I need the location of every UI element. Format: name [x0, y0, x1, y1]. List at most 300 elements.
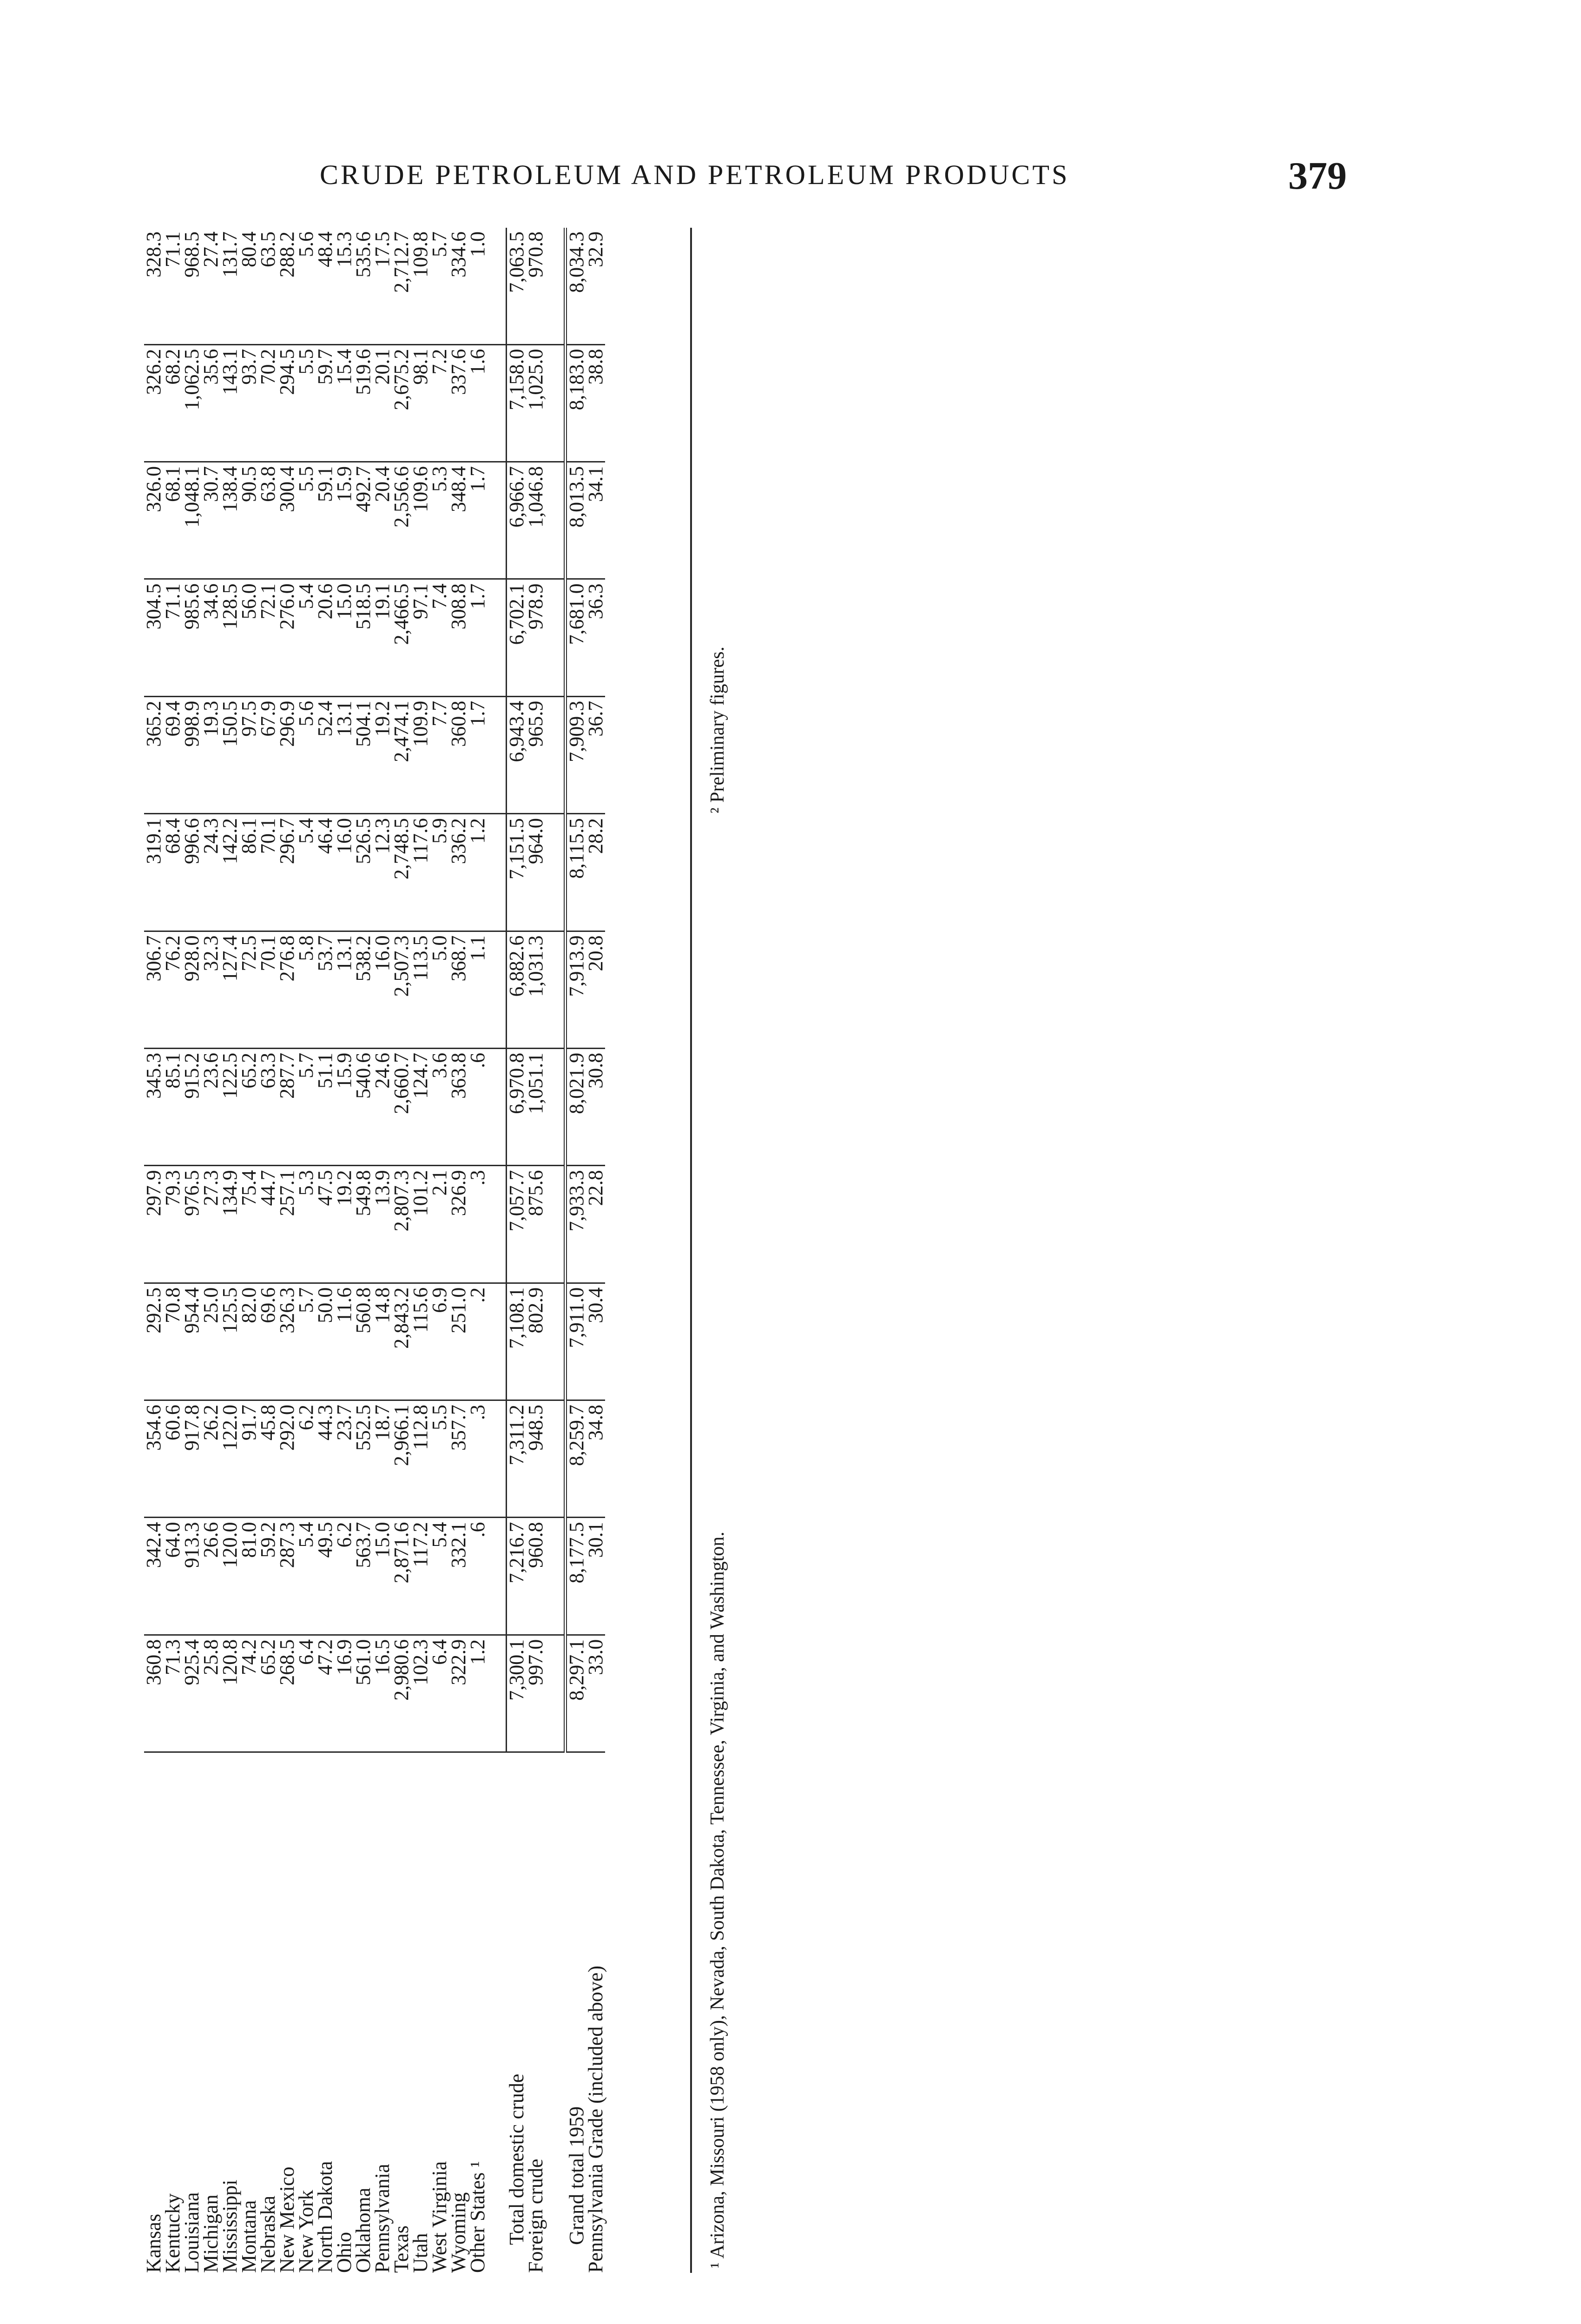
- table-row: [144, 228, 163, 2273]
- table-cell: 1.7: [468, 579, 487, 696]
- crude-runs-table: [144, 228, 605, 2273]
- table-cell: 5.4: [296, 814, 316, 931]
- table-cell: 138.4: [220, 462, 239, 579]
- table-cell: 15.3: [335, 228, 354, 344]
- total-rows: [487, 228, 545, 2273]
- table-cell: 128.5: [220, 579, 239, 696]
- table-cell: 6.4: [296, 1635, 316, 1752]
- table-cell: 519.6: [354, 344, 373, 462]
- table-cell: 7.4: [430, 579, 449, 696]
- table-cell: 7,909.3: [566, 696, 586, 813]
- table-cell: 928.0: [182, 931, 201, 1048]
- table-cell: 150.5: [220, 696, 239, 813]
- table-cell: 1.1: [468, 931, 487, 1048]
- table-cell: 12.3: [373, 814, 392, 931]
- table-cell: 2.1: [430, 1166, 449, 1283]
- table-cell: 109.6: [411, 462, 430, 579]
- table-cell: 360.8: [144, 1635, 163, 1752]
- table-cell: 306.7: [144, 931, 163, 1048]
- table-cell: 802.9: [526, 1283, 545, 1400]
- table-cell: 7.2: [430, 344, 449, 462]
- table-cell: 115.6: [411, 1283, 430, 1400]
- table-cell: 6,702.1: [507, 579, 527, 696]
- table-cell: 7,151.5: [507, 814, 527, 931]
- table-cell: 59.2: [258, 1518, 277, 1635]
- table-cell: 82.0: [239, 1283, 258, 1400]
- table-cell: 2,507.3: [392, 931, 411, 1048]
- row-label: Texas: [390, 2225, 413, 2273]
- row-label: New York: [295, 2190, 317, 2273]
- row-label: New Mexico: [276, 2166, 298, 2273]
- table-cell: 326.0: [144, 462, 163, 579]
- table-cell: 30.7: [201, 462, 220, 579]
- table-cell: 348.4: [449, 462, 468, 579]
- table-cell: 296.7: [277, 814, 296, 931]
- table-cell: 970.8: [526, 228, 545, 344]
- table-cell: 917.8: [182, 1400, 201, 1518]
- table-cell: 79.3: [163, 1166, 182, 1283]
- table-cell: 15.9: [335, 1048, 354, 1165]
- table-cell: 81.0: [239, 1518, 258, 1635]
- table-cell: 70.1: [258, 814, 277, 931]
- table-cell: 1.7: [468, 462, 487, 579]
- table-cell: 68.1: [163, 462, 182, 579]
- table-cell: 86.1: [239, 814, 258, 931]
- table-cell: 6,882.6: [507, 931, 527, 1048]
- table-cell: 540.6: [354, 1048, 373, 1165]
- table-cell: 538.2: [354, 931, 373, 1048]
- table-cell: .6: [468, 1048, 487, 1165]
- table-cell: 294.5: [277, 344, 296, 462]
- table-cell: 7,057.7: [507, 1166, 527, 1283]
- table-cell: 48.4: [316, 228, 335, 344]
- table-cell: 976.5: [182, 1166, 201, 1283]
- row-label: Nebraska: [257, 2195, 279, 2273]
- table-cell: 109.8: [411, 228, 430, 344]
- table-cell: 38.8: [586, 344, 605, 462]
- table-cell: 15.9: [335, 462, 354, 579]
- table-cell: 7,311.2: [507, 1400, 527, 1518]
- table-cell: 17.5: [373, 228, 392, 344]
- table-cell: 5.6: [296, 696, 316, 813]
- table-cell: 875.6: [526, 1166, 545, 1283]
- table-cell: 90.5: [239, 462, 258, 579]
- table-cell: 13.1: [335, 696, 354, 813]
- row-label: Oklahoma: [352, 2187, 375, 2273]
- table-cell: 8,115.5: [566, 814, 586, 931]
- table-cell: 6,943.4: [507, 696, 527, 813]
- table-cell: 1,051.1: [526, 1048, 545, 1165]
- table-cell: 960.8: [526, 1518, 545, 1635]
- table-cell: .6: [468, 1518, 487, 1635]
- table-cell: 75.4: [239, 1166, 258, 1283]
- table-cell: 112.8: [411, 1400, 430, 1518]
- table-cell: 23.6: [201, 1048, 220, 1165]
- table-cell: 978.9: [526, 579, 545, 696]
- table-cell: 19.2: [335, 1166, 354, 1283]
- table-cell: 59.1: [316, 462, 335, 579]
- table-cell: 134.9: [220, 1166, 239, 1283]
- table-cell: 34.8: [586, 1400, 605, 1518]
- table-cell: 143.1: [220, 344, 239, 462]
- table-cell: 74.2: [239, 1635, 258, 1752]
- table-cell: 334.6: [449, 228, 468, 344]
- table-cell: 32.9: [586, 228, 605, 344]
- table-cell: 15.0: [335, 579, 354, 696]
- table-cell: 113.5: [411, 931, 430, 1048]
- table-cell: 117.6: [411, 814, 430, 931]
- table-cell: 1.2: [468, 814, 487, 931]
- table-cell: 492.7: [354, 462, 373, 579]
- table-cell: 27.3: [201, 1166, 220, 1283]
- table-row: [586, 228, 605, 2273]
- table-cell: 8,259.7: [566, 1400, 586, 1518]
- table-cell: 63.3: [258, 1048, 277, 1165]
- table-cell: 368.7: [449, 931, 468, 1048]
- table-cell: 120.0: [220, 1518, 239, 1635]
- table-cell: 300.4: [277, 462, 296, 579]
- table-cell: 326.3: [277, 1283, 296, 1400]
- table-cell: 5.3: [430, 462, 449, 579]
- table-cell: 69.4: [163, 696, 182, 813]
- table-cell: 8,021.9: [566, 1048, 586, 1165]
- footnote-2: ² Preliminary figures.: [707, 646, 728, 813]
- table-cell: 18.7: [373, 1400, 392, 1518]
- table-cell: 7.7: [430, 696, 449, 813]
- table-cell: 276.0: [277, 579, 296, 696]
- table-cell: 44.3: [316, 1400, 335, 1518]
- table-cell: 24.3: [201, 814, 220, 931]
- table-cell: 308.8: [449, 579, 468, 696]
- table-cell: 345.3: [144, 1048, 163, 1165]
- table-cell: 23.7: [335, 1400, 354, 1518]
- table-cell: 964.0: [526, 814, 545, 931]
- table-cell: 19.1: [373, 579, 392, 696]
- table-cell: 27.4: [201, 228, 220, 344]
- running-head: CRUDE PETROLEUM AND PETROLEUM PRODUCTS: [320, 159, 1070, 190]
- table-cell: 954.4: [182, 1283, 201, 1400]
- table-cell: 365.2: [144, 696, 163, 813]
- table-cell: 925.4: [182, 1635, 201, 1752]
- table-row: [507, 228, 527, 2273]
- table-cell: 71.1: [163, 228, 182, 344]
- table-cell: 19.2: [373, 696, 392, 813]
- table-cell: 68.4: [163, 814, 182, 931]
- page-number: 379: [1288, 154, 1347, 198]
- table-cell: 5.5: [296, 462, 316, 579]
- table-cell: 25.8: [201, 1635, 220, 1752]
- table-cell: 5.0: [430, 931, 449, 1048]
- table-cell: 72.5: [239, 931, 258, 1048]
- table-cell: 913.3: [182, 1518, 201, 1635]
- table-cell: 2,748.5: [392, 814, 411, 931]
- table-cell: 549.8: [354, 1166, 373, 1283]
- row-label: Pennsylvania Grade (included above): [584, 1966, 607, 2273]
- row-label: Kansas: [142, 2213, 165, 2273]
- table-cell: 70.8: [163, 1283, 182, 1400]
- table-cell: 47.5: [316, 1166, 335, 1283]
- table-cell: 5.4: [296, 579, 316, 696]
- table-cell: 518.5: [354, 579, 373, 696]
- table-cell: 80.4: [239, 228, 258, 344]
- table-cell: 357.7: [449, 1400, 468, 1518]
- table-cell: 46.4: [316, 814, 335, 931]
- table-cell: 8,177.5: [566, 1518, 586, 1635]
- row-label: Foreign crude: [524, 2159, 547, 2273]
- table-cell: 5.3: [296, 1166, 316, 1283]
- table-row: [163, 228, 182, 2273]
- table-cell: 2,556.6: [392, 462, 411, 579]
- row-label: North Dakota: [314, 2161, 336, 2273]
- table-cell: 1.0: [468, 228, 487, 344]
- table-cell: 50.0: [316, 1283, 335, 1400]
- table-cell: 997.0: [526, 1635, 545, 1752]
- table-cell: 34.1: [586, 462, 605, 579]
- table-cell: 552.5: [354, 1400, 373, 1518]
- table-cell: 6,966.7: [507, 462, 527, 579]
- table-cell: 319.1: [144, 814, 163, 931]
- table-cell: 124.7: [411, 1048, 430, 1165]
- table-cell: 32.3: [201, 931, 220, 1048]
- table-cell: 44.7: [258, 1166, 277, 1283]
- table-cell: 8,013.5: [566, 462, 586, 579]
- table-cell: 5.5: [430, 1400, 449, 1518]
- row-label: Louisiana: [180, 2192, 203, 2273]
- table-cell: 360.8: [449, 696, 468, 813]
- table-cell: 561.0: [354, 1635, 373, 1752]
- table-cell: 5.7: [296, 1048, 316, 1165]
- table-cell: 287.7: [277, 1048, 296, 1165]
- table-cell: 5.4: [430, 1518, 449, 1635]
- table-bottom-rule: [690, 228, 692, 2273]
- table-cell: 326.2: [144, 344, 163, 462]
- row-label: Kentucky: [161, 2193, 184, 2273]
- table-cell: 5.9: [430, 814, 449, 931]
- table-cell: 68.2: [163, 344, 182, 462]
- table-cell: 2,675.2: [392, 344, 411, 462]
- table-row: [566, 228, 586, 2273]
- table-cell: 19.3: [201, 696, 220, 813]
- row-label: Michigan: [199, 2194, 222, 2273]
- table-cell: 51.1: [316, 1048, 335, 1165]
- table-cell: 26.2: [201, 1400, 220, 1518]
- table-cell: 25.0: [201, 1283, 220, 1400]
- table-cell: 1,046.8: [526, 462, 545, 579]
- table-cell: 5.7: [296, 1283, 316, 1400]
- table-cell: .2: [468, 1283, 487, 1400]
- spacer-row: [545, 228, 566, 2273]
- row-label: Ohio: [333, 2232, 356, 2273]
- table-cell: 102.3: [411, 1635, 430, 1752]
- table-cell: 504.1: [354, 696, 373, 813]
- table-cell: 20.6: [316, 579, 335, 696]
- table-cell: 2,966.1: [392, 1400, 411, 1518]
- table-row: [277, 228, 296, 2273]
- row-label: West Virginia: [428, 2161, 451, 2273]
- table-cell: 1.6: [468, 344, 487, 462]
- table-cell: 60.6: [163, 1400, 182, 1518]
- table-cell: 2,843.2: [392, 1283, 411, 1400]
- table-cell: 5.8: [296, 931, 316, 1048]
- table-cell: 2,712.7: [392, 228, 411, 344]
- row-label: Montana: [237, 2200, 260, 2273]
- table-cell: 125.5: [220, 1283, 239, 1400]
- table-cell: 7,913.9: [566, 931, 586, 1048]
- table-cell: 5.5: [296, 344, 316, 462]
- table-cell: 563.7: [354, 1518, 373, 1635]
- table-cell: 322.9: [449, 1635, 468, 1752]
- table-cell: 22.8: [586, 1166, 605, 1283]
- table-cell: 6.4: [430, 1635, 449, 1752]
- table-cell: 71.3: [163, 1635, 182, 1752]
- table-row: [335, 228, 354, 2273]
- table-row: [220, 228, 239, 2273]
- table-cell: 56.0: [239, 579, 258, 696]
- table-cell: 8,297.1: [566, 1635, 586, 1752]
- table-cell: 85.1: [163, 1048, 182, 1165]
- table-cell: 36.7: [586, 696, 605, 813]
- table-cell: 6.2: [296, 1400, 316, 1518]
- table-row: [373, 228, 392, 2273]
- table-cell: 342.4: [144, 1518, 163, 1635]
- table-cell: 304.5: [144, 579, 163, 696]
- row-label: Wyoming: [447, 2192, 470, 2273]
- table-cell: 915.2: [182, 1048, 201, 1165]
- table-cell: 91.7: [239, 1400, 258, 1518]
- table-cell: 16.0: [335, 814, 354, 931]
- table-cell: 26.6: [201, 1518, 220, 1635]
- rotated-table-block: [144, 228, 795, 2273]
- table-cell: 5.6: [296, 228, 316, 344]
- table-cell: 1,062.5: [182, 344, 201, 462]
- table-row: [239, 228, 258, 2273]
- table-cell: .3: [468, 1400, 487, 1518]
- table-cell: 7,108.1: [507, 1283, 527, 1400]
- table-cell: 268.5: [277, 1635, 296, 1752]
- table-cell: 33.0: [586, 1635, 605, 1752]
- table-cell: 122.0: [220, 1400, 239, 1518]
- table-cell: 354.6: [144, 1400, 163, 1518]
- table-row: [296, 228, 316, 2273]
- table-cell: 332.1: [449, 1518, 468, 1635]
- table-cell: 2,660.7: [392, 1048, 411, 1165]
- table-cell: 363.8: [449, 1048, 468, 1165]
- table-cell: 24.6: [373, 1048, 392, 1165]
- table-cell: 36.3: [586, 579, 605, 696]
- table-cell: 15.0: [373, 1518, 392, 1635]
- table-cell: 6,970.8: [507, 1048, 527, 1165]
- table-cell: 336.2: [449, 814, 468, 931]
- table-cell: 3.6: [430, 1048, 449, 1165]
- table-cell: 65.2: [239, 1048, 258, 1165]
- table-cell: 2,980.6: [392, 1635, 411, 1752]
- table-cell: 72.1: [258, 579, 277, 696]
- table-cell: 1,048.1: [182, 462, 201, 579]
- table-cell: 7,300.1: [507, 1635, 527, 1752]
- row-label: Grand total 1959: [565, 2106, 588, 2245]
- footnote-1: ¹ Arizona, Missouri (1958 only), Nevada, South Dakota, Tennessee, Virginia, and Washington.: [707, 1532, 728, 2268]
- table-cell: 560.8: [354, 1283, 373, 1400]
- table-cell: 965.9: [526, 696, 545, 813]
- table-cell: 7,216.7: [507, 1518, 527, 1635]
- table-cell: 70.1: [258, 931, 277, 1048]
- table-cell: 1.2: [468, 1635, 487, 1752]
- table-cell: 20.1: [373, 344, 392, 462]
- table-cell: 276.8: [277, 931, 296, 1048]
- table-cell: 63.8: [258, 462, 277, 579]
- table-cell: 5.4: [296, 1518, 316, 1635]
- table-cell: 996.6: [182, 814, 201, 931]
- table-cell: 52.4: [316, 696, 335, 813]
- table-cell: 64.0: [163, 1518, 182, 1635]
- table-cell: 7,063.5: [507, 228, 527, 344]
- table-cell: 97.5: [239, 696, 258, 813]
- table-cell: 14.8: [373, 1283, 392, 1400]
- table-cell: 7,681.0: [566, 579, 586, 696]
- table-cell: 292.0: [277, 1400, 296, 1518]
- row-label: Mississippi: [218, 2179, 241, 2273]
- table-cell: 98.1: [411, 344, 430, 462]
- table-cell: 109.9: [411, 696, 430, 813]
- row-label: Total domestic crude: [505, 2073, 528, 2245]
- table-row: [468, 228, 487, 2273]
- table-cell: 76.2: [163, 931, 182, 1048]
- table-cell: 30.4: [586, 1283, 605, 1400]
- table-cell: 97.1: [411, 579, 430, 696]
- table-cell: 6.9: [430, 1283, 449, 1400]
- table-cell: 67.9: [258, 696, 277, 813]
- table-cell: 28.2: [586, 814, 605, 931]
- spacer-row: [487, 228, 507, 2273]
- table-cell: 287.3: [277, 1518, 296, 1635]
- table-cell: 1.7: [468, 696, 487, 813]
- row-label: Utah: [409, 2233, 432, 2273]
- table-cell: 69.6: [258, 1283, 277, 1400]
- table-cell: 20.8: [586, 931, 605, 1048]
- row-label: Pennsylvania: [371, 2164, 394, 2273]
- table-cell: 16.9: [335, 1635, 354, 1752]
- table-cell: 7,933.3: [566, 1166, 586, 1283]
- state-rows: [144, 228, 487, 2273]
- table-row: [430, 228, 449, 2273]
- table-cell: 998.9: [182, 696, 201, 813]
- table-cell: 34.6: [201, 579, 220, 696]
- table-row: [392, 228, 411, 2273]
- table-row: [449, 228, 468, 2273]
- table-cell: 526.5: [354, 814, 373, 931]
- table-row: [354, 228, 373, 2273]
- table-cell: 20.4: [373, 462, 392, 579]
- table-cell: 65.2: [258, 1635, 277, 1752]
- table-cell: .3: [468, 1166, 487, 1283]
- table-cell: 7,158.0: [507, 344, 527, 462]
- table-cell: 30.1: [586, 1518, 605, 1635]
- table-row: [316, 228, 335, 2273]
- table-cell: 16.0: [373, 931, 392, 1048]
- table-cell: 5.7: [430, 228, 449, 344]
- table-cell: 292.5: [144, 1283, 163, 1400]
- table-cell: 1,025.0: [526, 344, 545, 462]
- table-cell: 297.9: [144, 1166, 163, 1283]
- table-cell: 328.3: [144, 228, 163, 344]
- grand-total-rows: [545, 228, 605, 2273]
- table-cell: 30.8: [586, 1048, 605, 1165]
- table-cell: 101.2: [411, 1166, 430, 1283]
- table-cell: 16.5: [373, 1635, 392, 1752]
- table-cell: 535.6: [354, 228, 373, 344]
- table-cell: 93.7: [239, 344, 258, 462]
- page-header: [0, 153, 1581, 205]
